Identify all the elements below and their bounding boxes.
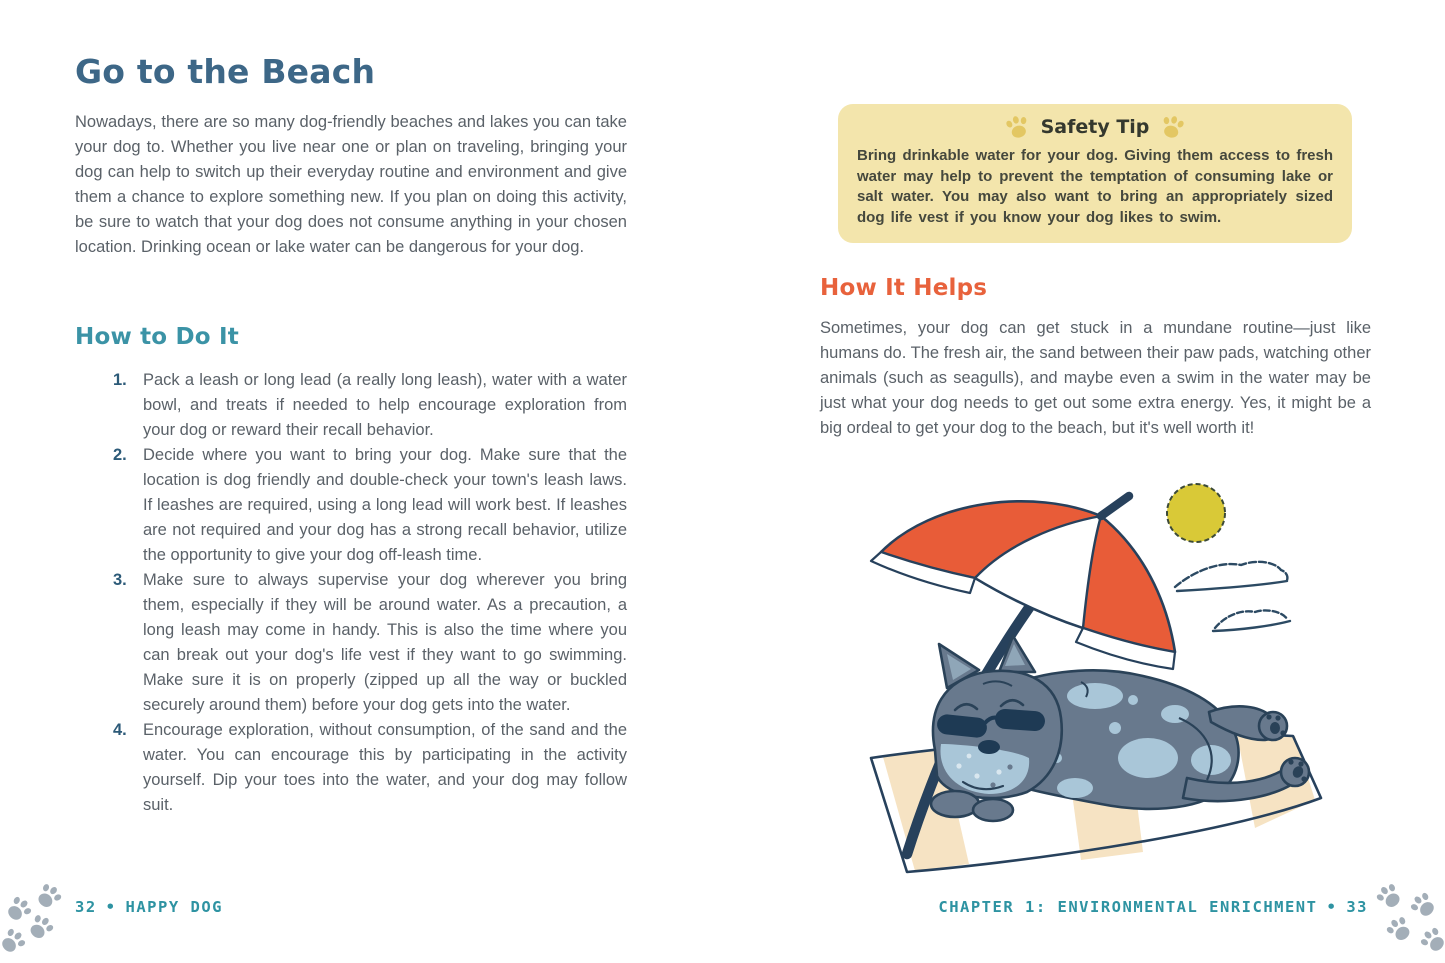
safety-tip-title: Safety Tip xyxy=(1040,115,1150,138)
page-number: 32 xyxy=(75,898,97,916)
step-item-2 xyxy=(75,443,627,568)
step-item-1 xyxy=(75,368,627,443)
chapter-label: CHAPTER 1: ENVIRONMENTAL ENRICHMENT xyxy=(938,898,1318,916)
steps-list xyxy=(75,368,627,818)
safety-tip-header xyxy=(857,114,1333,139)
umbrella-canopy xyxy=(871,496,1175,669)
step-number: 3. xyxy=(113,571,127,589)
left-page-footer xyxy=(75,898,223,916)
intro-paragraph: Nowadays, there are so many dog-friendly beaches and lakes you can take your dog to. Whether you live near one or plan on traveling, bringing your dog can help to switch up their everyday routine and environment and give them a chance to explore something new. If you plan on doing this activity, be sure to watch that your dog does not consume anything in your chosen location. Drinking ocean or lake water can be dangerous for your dog. xyxy=(75,113,627,256)
paw-print-icon xyxy=(1381,911,1417,947)
step-text: Make sure to always supervise your dog wherever you bring them, especially if they will be around water. As a precaution, a long leash may come in handy. This is also the time where you can break out your dog's life vest if they want to go swimming. Make sure it is on properly (zipped up all the way or buckled securely around them) before your dog gets into the water. xyxy=(143,571,627,714)
how-to-heading: How to Do It xyxy=(75,324,239,350)
beach-dog-illustration xyxy=(843,460,1355,885)
step-text: Decide where you want to bring your dog. Make sure that the location is dog friendly and double-check your town's leash laws. If leashes are required, using a long lead will work best. If leashes are not required and your dog has a strong recall behavior, utilize the opportunity to give your dog off-leash time. xyxy=(143,446,627,564)
step-number: 2. xyxy=(113,446,127,464)
page-title: Go to the Beach xyxy=(75,52,376,91)
right-page-footer xyxy=(938,898,1368,916)
how-it-helps-paragraph: Sometimes, your dog can get stuck in a mundane routine—just like humans do. The fresh air, the sand between their paw pads, watching other animals (such as seagulls), and maybe even a swim in the water may be just what your dog needs to get out some extra energy. Yes, it might be a big ordeal to get your dog to the beach, but it's well worth it! xyxy=(820,319,1371,437)
step-number: 4. xyxy=(113,721,127,739)
step-item-4 xyxy=(75,718,627,818)
paw-icon xyxy=(1002,111,1032,141)
footer-separator: • xyxy=(1326,898,1338,916)
step-text: Encourage exploration, without consumption, of the sand and the water. You can encourage this by participating in the activity yourself. Dip your toes into the water, and your dog may follow suit. xyxy=(143,721,627,814)
footer-separator: • xyxy=(105,898,117,916)
paw-print-icon xyxy=(1371,878,1408,915)
how-it-helps-heading: How It Helps xyxy=(820,275,988,301)
step-number: 1. xyxy=(113,371,127,389)
paw-print-icon xyxy=(1405,887,1442,924)
clouds xyxy=(1175,562,1290,631)
book-title: HAPPY DOG xyxy=(125,898,224,916)
paw-icon xyxy=(1158,111,1188,141)
paw-print-icon xyxy=(1415,922,1445,959)
sun xyxy=(1167,484,1225,542)
safety-tip-box xyxy=(838,104,1352,243)
step-text: Pack a leash or long lead (a really long leash), water with a water bowl, and treats if needed to help encourage exploration from your dog or reward their recall behavior. xyxy=(143,371,627,439)
page-number: 33 xyxy=(1346,898,1368,916)
step-item-3 xyxy=(75,568,627,718)
safety-tip-body: Bring drinkable water for your dog. Giving them access to fresh water may help to prevent the temptation of consuming lake or salt water. You may also want to bring an appropriately sized dog life vest if you know your dog likes to swim. xyxy=(857,147,1333,226)
